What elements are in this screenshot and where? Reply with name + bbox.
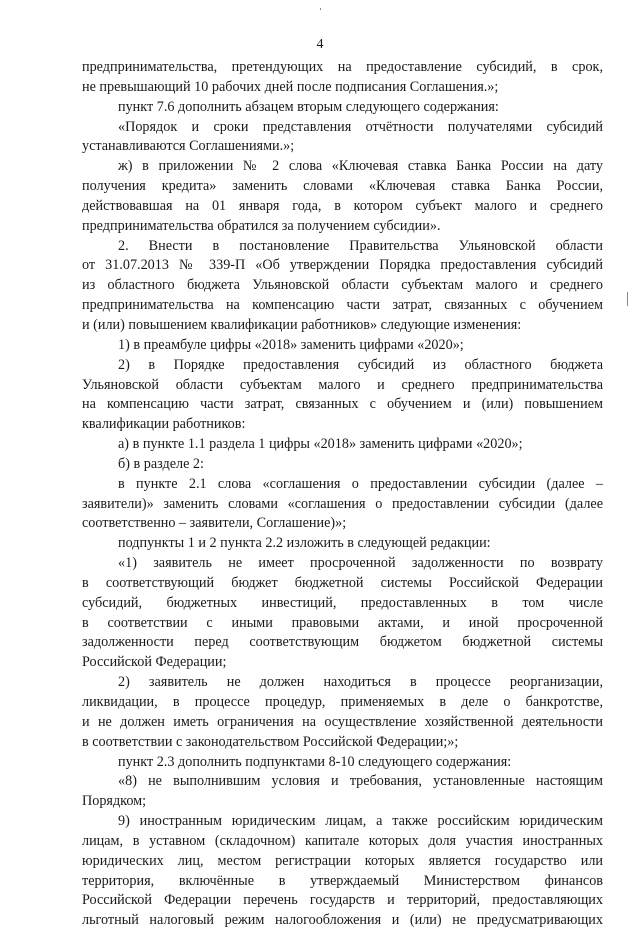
text-line: 2) заявитель не должен находиться в процессе реорганизации,	[118, 674, 603, 691]
text-line: Ульяновской области субъектам малого и среднего предпринимательства	[82, 376, 603, 393]
text-line: в пункте 2.1 слова «соглашения о предоставлении субсидии (далее –	[118, 475, 603, 492]
text-line: предпринимательства на компенсацию части затрат, связанных с обучением	[82, 297, 603, 314]
text-line: в соответствии с иными правовыми актами, и иной просроченной	[82, 614, 603, 631]
text-line: на компенсацию части затрат, связанных с обучением и (или) повышением	[82, 396, 603, 413]
text-line: соответственно – заявители, Соглашение)»;	[82, 515, 347, 532]
text-line: пункт 2.3 дополнить подпунктами 8-10 следующего содержания:	[118, 753, 512, 770]
text-line: юридических лиц, местом регистрации которых является государство или	[82, 852, 603, 869]
text-line: субсидий, бюджетных инвестиций, предоставленных в том числе	[82, 594, 603, 611]
text-line: ж) в приложении № 2 слова «Ключевая ставка Банка России на дату	[118, 158, 603, 175]
text-line: квалификации работников:	[82, 416, 246, 433]
text-line: устанавливаются Соглашениями.»;	[82, 138, 295, 155]
text-line: 2) в Порядке предоставления субсидий из областного бюджета	[118, 356, 603, 373]
text-line: от 31.07.2013 № 339-П «Об утверждении Порядка предоставления субсидий	[82, 257, 603, 274]
text-line: 9) иностранным юридическим лицам, а также российским юридическим	[118, 813, 603, 830]
text-line: Порядком;	[82, 793, 147, 810]
text-line: «8) не выполнившим условия и требования, установленные настоящим	[118, 773, 603, 790]
text-line: «1) заявитель не имеет просроченной задолженности по возврату	[118, 555, 603, 572]
text-line: предпринимательства обратился за получением субсидии».	[82, 217, 441, 234]
text-line: в соответствующий бюджет бюджетной системы Российской Федерации	[82, 574, 603, 591]
text-line: «Порядок и сроки представления отчётности получателями субсидий	[118, 118, 603, 135]
text-line: действовавшая на 01 января года, в котором субъект малого и среднего	[82, 197, 603, 214]
text-line: лицам, в уставном (складочном) капитале которых доля участия иностранных	[82, 832, 603, 849]
text-line: б) в разделе 2:	[118, 455, 204, 472]
scan-mark	[627, 292, 628, 306]
text-line: льготный налоговый режим налогообложения и (или) не предусматривающих	[82, 912, 603, 929]
text-line: получения кредита» заменить словами «Ключевая ставка Банка России,	[82, 178, 603, 195]
text-line: в соответствии с законодательством Российской Федерации;»;	[82, 733, 459, 750]
text-line: заявители)» заменить словами «соглашения о предоставлении субсидии (далее	[82, 495, 603, 512]
scan-mark	[320, 8, 321, 10]
text-line: из областного бюджета Ульяновской области субъектам малого и среднего	[82, 277, 603, 294]
text-line: не превышающий 10 рабочих дней после подписания Соглашения.»;	[82, 78, 499, 95]
text-line: ликвидации, в процессе процедур, применяемых в деле о банкротстве,	[82, 694, 603, 710]
text-line: 1) в преамбуле цифры «2018» заменить цифрами «2020»;	[118, 336, 464, 353]
page-number: 4	[316, 37, 324, 52]
text-line: Российской Федерации перечень государств и территорий, предоставляющих	[82, 892, 603, 909]
text-line: задолженности перед соответствующим бюджетом бюджетной системы	[82, 634, 603, 651]
text-line: а) в пункте 1.1 раздела 1 цифры «2018» заменить цифрами «2020»;	[118, 436, 523, 453]
text-line: и не должен иметь ограничения на осуществление хозяйственной деятельности	[82, 713, 603, 730]
text-line: Российской Федерации;	[82, 654, 227, 671]
text-line: и (или) повышением квалификации работников» следующие изменения:	[82, 316, 522, 333]
text-line: подпункты 1 и 2 пункта 2.2 изложить в следующей редакции:	[118, 535, 491, 552]
text-line: предпринимательства, претендующих на предоставление субсидий, в срок,	[82, 59, 603, 75]
text-line: территория, включённые в утверждаемый Министерством финансов	[82, 872, 603, 889]
text-line: пункт 7.6 дополнить абзацем вторым следующего содержания:	[118, 98, 499, 115]
document-body	[82, 58, 603, 931]
text-line: 2. Внести в постановление Правительства Ульяновской области	[118, 237, 603, 254]
